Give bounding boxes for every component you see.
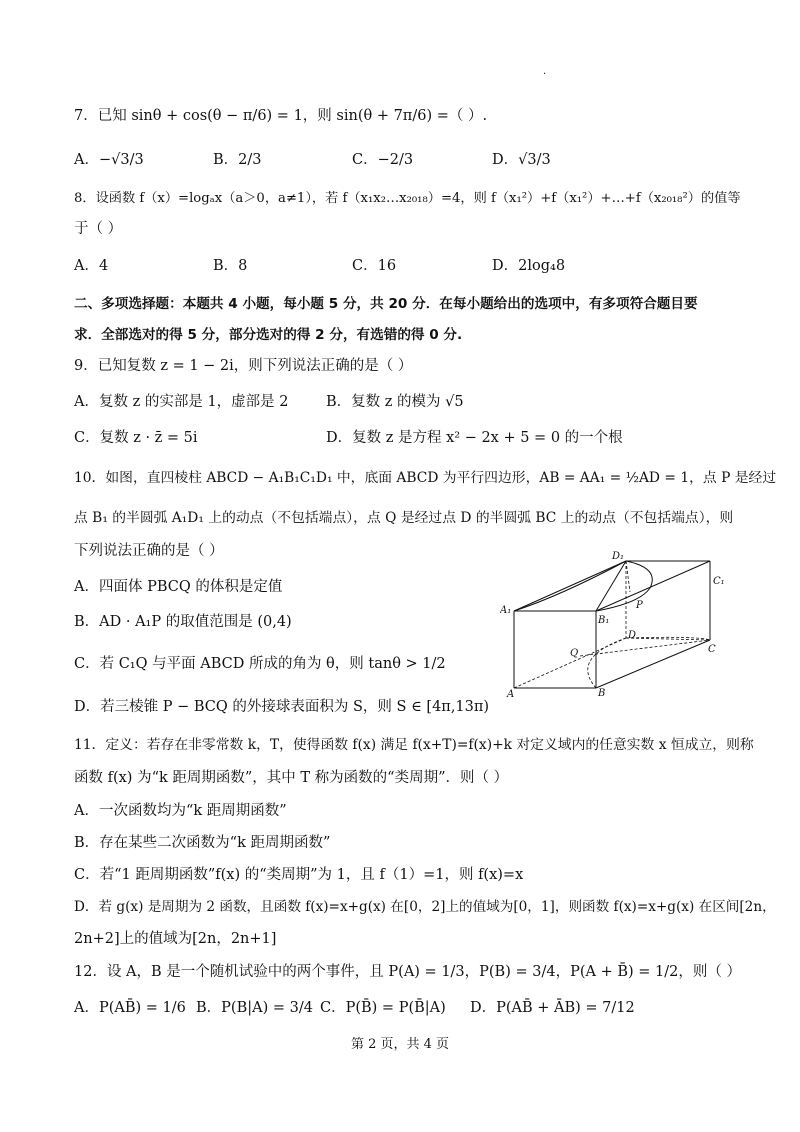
q7-option-b-label: B． (213, 152, 239, 168)
q7-option-d-value: √3/3 (518, 152, 551, 168)
q8-option-d: D．2log₄8 (492, 258, 566, 274)
q9-option-b: B．复数 z 的模为 √5 (326, 394, 464, 410)
q7-option-d (492, 150, 551, 170)
prism-figure (500, 548, 730, 698)
label-b1: B₁ (598, 615, 610, 626)
q12-option-d: D．P(AB̄ + ĀB) = 7/12 (470, 1000, 635, 1016)
arc-b-d (588, 638, 626, 688)
label-a1: A₁ (500, 605, 512, 616)
question-8-line-1: 8．设函数 f（x）=logₐx（a＞0，a≠1），若 f（x₁x₂…x₂₀₁₈）=4，则 f（x₁²）+f（x₁²）+…+f（x₂₀₁₈²）的值等 (74, 191, 741, 206)
q12-option-c: C．P(B̄) = P(B̄|A) (320, 1000, 446, 1016)
q10-option-a: A．四面体 PBCQ 的体积是定值 (74, 579, 283, 595)
label-q: Q (570, 648, 579, 659)
edge-a1-d1 (514, 561, 626, 611)
q8-option-a: A．4 (74, 258, 109, 274)
question-11-line-2: 函数 f(x) 为“k 距周期函数”，其中 T 称为函数的“类周期”．则（ ） (74, 770, 509, 786)
edge-b-c (596, 640, 710, 688)
q11-option-c: C．若“1 距周期函数”f(x) 的“类周期”为 1，且 f（1）=1，则 f(x)=x (74, 867, 524, 883)
q12-option-a: A．P(AB̄) = 1/6 (74, 1000, 186, 1016)
q7-option-a-label: A． (74, 152, 99, 168)
question-8-line-2: 于（ ） (74, 221, 123, 237)
question-10-line-3: 下列说法正确的是（ ） (74, 543, 224, 559)
question-11-line-1: 11．定义：若存在非零常数 k，T，使得函数 f(x) 满足 f(x+T)=f(x)+k 对定义域内的任意实数 x 恒成立，则称 (74, 737, 754, 753)
label-a: A (507, 689, 515, 698)
question-9-stem: 9．已知复数 z = 1 − 2i，则下列说法正确的是（ ） (74, 358, 413, 374)
q7-option-a-value: −√3/3 (98, 152, 144, 168)
q11-option-a: A．一次函数均为“k 距周期函数” (74, 803, 287, 819)
question-10-line-2: 点 B₁ 的半圆弧 A₁D₁ 上的动点（不包括端点），点 Q 是经过点 D 的半圆弧 BC 上的动点（不包括端点），则 (74, 510, 734, 526)
q10-option-c: C．若 C₁Q 与平面 ABCD 所成的角为 θ，则 tanθ > 1/2 (74, 656, 446, 672)
question-10-line-1: 10．如图，直四棱柱 ABCD − A₁B₁C₁D₁ 中，底面 ABCD 为平行四边形，AB = AA₁ = ½AD = 1，点 P 是经过 (74, 470, 777, 486)
q7-option-c-label: C． (352, 152, 378, 168)
q12-option-b: B．P(B|A) = 3/4 (196, 1000, 313, 1016)
question-7-stem (74, 106, 487, 126)
segment-d1-p (626, 561, 630, 592)
section-2-heading-line-1: 二、多项选择题：本题共 4 小题，每小题 5 分，共 20 分．在每小题给出的选项中，有多项符合题目要 (74, 296, 698, 312)
arc-through-p (596, 561, 652, 611)
q9-option-d: D．复数 z 是方程 x² − 2x + 5 = 0 的一个根 (326, 430, 623, 446)
q7-option-b-value: 2/3 (238, 152, 262, 168)
q11-option-b: B．存在某些二次函数为“k 距周期函数” (74, 835, 331, 851)
q7-option-c-value: −2/3 (377, 152, 414, 168)
q7-number: 7．已知 (74, 108, 127, 124)
q9-option-c: C．复数 z · z̄ = 5i (74, 430, 198, 446)
label-d: D (628, 630, 637, 641)
q7-option-a (74, 150, 144, 170)
q10-option-d: D．若三棱锥 P − BCQ 的外接球表面积为 S，则 S ∈ [4π,13π) (74, 699, 490, 715)
edge-b1-c1 (596, 561, 710, 611)
label-d1: D₁ (612, 551, 625, 562)
q7-option-c (352, 150, 413, 170)
q7-option-d-label: D． (492, 152, 519, 168)
q11-option-d-line-1: D．若 g(x) 是周期为 2 函数，且函数 f(x)=x+g(x) 在[0，2]上的值域为[0，1]，则函数 f(x)=x+g(x) 在区间[2n， (74, 899, 776, 915)
q8-option-b: B．8 (213, 258, 248, 274)
section-2-heading-line-2: 求．全部选对的得 5 分，部分选对的得 2 分，有选错的得 0 分. (74, 327, 463, 343)
q9-option-a: A．复数 z 的实部是 1，虚部是 2 (74, 394, 289, 410)
label-c1: C₁ (713, 576, 725, 587)
edge-a-d (514, 638, 626, 688)
label-p: P (636, 600, 643, 611)
q7-option-b (213, 150, 262, 170)
label-c: C (708, 644, 716, 655)
page-footer: 第 2 页，共 4 页 (350, 1037, 450, 1052)
q7-expression: sinθ + cos(θ − π/6) = 1，则 sin(θ + 7π/6) =（ ）. (131, 108, 488, 124)
q11-option-d-line-2: 2n+2]上的值域为[2n，2n+1] (74, 931, 277, 947)
top-dot: . (543, 66, 547, 77)
question-12-stem: 12．设 A，B 是一个随机试验中的两个事件，且 P(A) = 1/3，P(B) = 3/4，P(A + B̄) = 1/2，则（ ） (74, 964, 741, 980)
label-b: B (598, 688, 606, 698)
q10-option-b: B．AD · A₁P 的取值范围是 (0,4) (74, 614, 292, 630)
q8-option-c: C．16 (352, 258, 397, 274)
